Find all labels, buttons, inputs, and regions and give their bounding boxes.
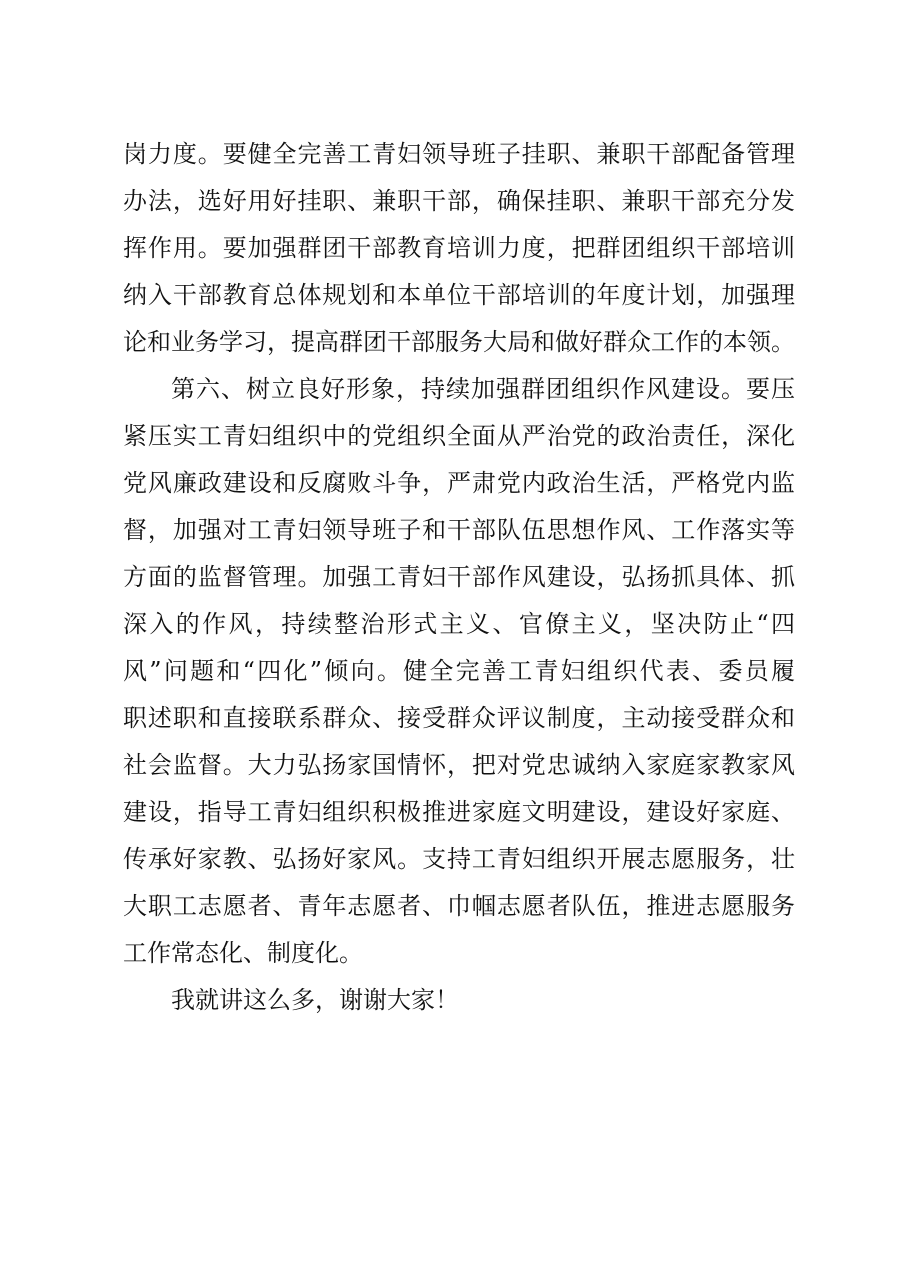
text-line: 第六、树立良好形象，持续加强群团组织作风建设。要压 xyxy=(171,375,795,403)
text-line: 传承好家教、弘扬好家风。支持工青妇组织开展志愿服务，壮 xyxy=(123,845,795,873)
text-line: 办法，选好用好挂职、兼职干部，确保挂职、兼职干部充分发 xyxy=(123,187,795,215)
text-line: 督，加强对工青妇领导班子和干部队伍思想作风、工作落实等 xyxy=(123,516,795,544)
paragraph-3 xyxy=(123,977,795,1024)
text-line: 工作常态化、制度化。 xyxy=(123,939,363,967)
closing-line: 我就讲这么多，谢谢大家！ xyxy=(171,986,459,1014)
text-line: 建设，指导工青妇组织积极推进家庭文明建设，建设好家庭、 xyxy=(123,798,795,826)
text-line: 社会监督。大力弘扬家国情怀，把对党忠诚纳入家庭家教家风 xyxy=(123,751,795,779)
text-line: 深入的作风，持续整治形式主义、官僚主义，坚决防止“四 xyxy=(123,610,795,638)
text-line: 岗力度。要健全完善工青妇领导班子挂职、兼职干部配备管理 xyxy=(123,140,795,168)
text-line: 论和业务学习，提高群团干部服务大局和做好群众工作的本领。 xyxy=(123,328,795,356)
text-line: 紧压实工青妇组织中的党组织全面从严治党的政治责任，深化 xyxy=(123,422,795,450)
text-line: 纳入干部教育总体规划和本单位干部培训的年度计划，加强理 xyxy=(123,281,795,309)
text-line: 方面的监督管理。加强工青妇干部作风建设，弘扬抓具体、抓 xyxy=(123,563,795,591)
text-line: 挥作用。要加强群团干部教育培训力度，把群团组织干部培训 xyxy=(123,234,795,262)
text-line: 职述职和直接联系群众、接受群众评议制度，主动接受群众和 xyxy=(123,704,795,732)
text-line: 党风廉政建设和反腐败斗争，严肃党内政治生活，严格党内监 xyxy=(123,469,795,497)
document-page xyxy=(123,131,795,1024)
paragraph-1 xyxy=(123,131,795,366)
text-line: 风”问题和“四化”倾向。健全完善工青妇组织代表、委员履 xyxy=(123,657,795,685)
paragraph-2 xyxy=(123,366,795,977)
text-line: 大职工志愿者、青年志愿者、巾帼志愿者队伍，推进志愿服务 xyxy=(123,892,795,920)
